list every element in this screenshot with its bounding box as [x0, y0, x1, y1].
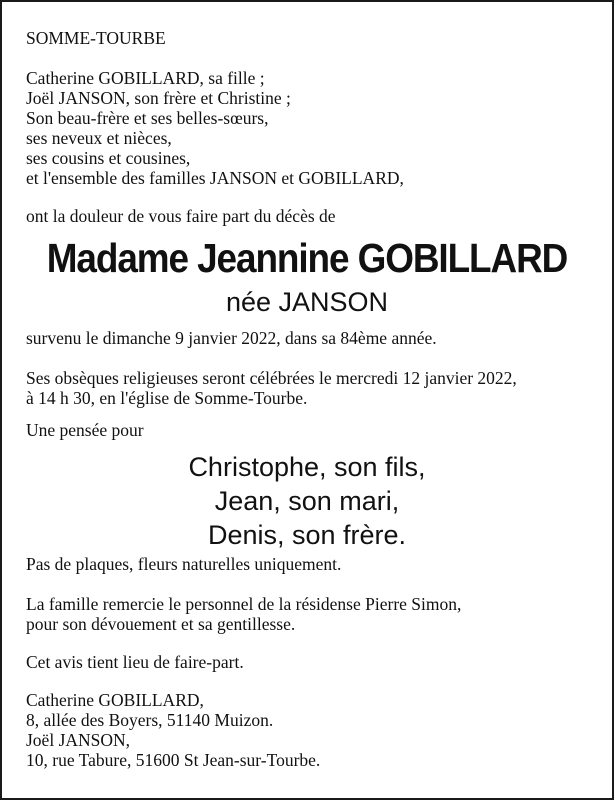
death-info: survenu le dimanche 9 janvier 2022, dans sa 84ème année. [26, 328, 437, 348]
family-line: ses cousins et cousines, [26, 148, 191, 168]
contact-line: 10, rue Tabure, 51600 St Jean-sur-Tourbe. [26, 750, 321, 770]
remembered-person: Jean, son mari, [214, 486, 400, 516]
thought-intro: Une pensée pour [26, 420, 144, 440]
thanks-line: pour son dévouement et sa gentillesse. [26, 614, 296, 634]
thanks-line: La famille remercie le personnel de la résidense Pierre Simon, [26, 594, 462, 614]
funeral-line: à 14 h 30, en l'église de Somme-Tourbe. [26, 388, 308, 408]
remembered-person: Christophe, son fils, [188, 452, 426, 482]
family-line: et l'ensemble des familles JANSON et GOBILLARD, [26, 168, 404, 188]
contacts-block [26, 690, 588, 770]
notice-note: Cet avis tient lieu de faire-part. [26, 652, 244, 672]
maiden-name: née JANSON [225, 287, 389, 317]
contact-line: Catherine GOBILLARD, [26, 690, 204, 710]
contact-line: Joël JANSON, [26, 730, 131, 750]
flowers-note: Pas de plaques, fleurs naturelles uniquement. [26, 554, 342, 574]
family-line: Catherine GOBILLARD, sa fille ; [26, 68, 265, 88]
remembered-list [2, 450, 612, 552]
family-line: Joël JANSON, son frère et Christine ; [26, 88, 291, 108]
family-line: Son beau-frère et ses belles-sœurs, [26, 108, 269, 128]
thanks-text [26, 594, 588, 634]
family-list [26, 68, 588, 188]
announcement-text: ont la douleur de vous faire part du décès de [26, 206, 336, 226]
remembered-person: Denis, son frère. [207, 520, 407, 550]
family-line: ses neveux et nièces, [26, 128, 172, 148]
contact-line: 8, allée des Boyers, 51140 Muizon. [26, 710, 274, 730]
location-header: SOMME-TOURBE [26, 28, 166, 48]
deceased-name: Madame Jeannine GOBILLARD [46, 235, 568, 281]
funeral-info [26, 368, 588, 408]
funeral-line: Ses obsèques religieuses seront célébrées le mercredi 12 janvier 2022, [26, 368, 517, 388]
